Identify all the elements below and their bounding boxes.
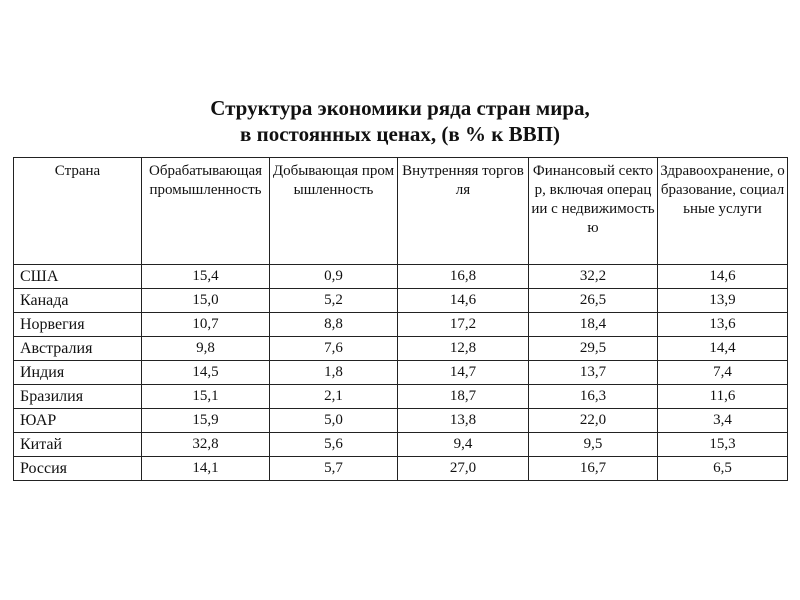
table-row	[14, 337, 788, 361]
country-cell: Китай	[14, 433, 142, 457]
header-domestic-trade: Внутренняя торговля	[398, 158, 529, 265]
table-row	[14, 265, 788, 289]
value-cell: 18,4	[529, 313, 658, 337]
country-cell: Австралия	[14, 337, 142, 361]
value-cell: 14,5	[142, 361, 270, 385]
table-row	[14, 289, 788, 313]
value-cell: 22,0	[529, 409, 658, 433]
country-cell: Норвегия	[14, 313, 142, 337]
table-row	[14, 361, 788, 385]
value-cell: 13,8	[398, 409, 529, 433]
value-cell: 15,3	[658, 433, 788, 457]
value-cell: 15,0	[142, 289, 270, 313]
country-cell: Канада	[14, 289, 142, 313]
header-mining: Добывающая промышленность	[270, 158, 398, 265]
value-cell: 7,4	[658, 361, 788, 385]
value-cell: 17,2	[398, 313, 529, 337]
value-cell: 11,6	[658, 385, 788, 409]
value-cell: 5,7	[270, 457, 398, 481]
value-cell: 29,5	[529, 337, 658, 361]
table-row	[14, 433, 788, 457]
title-line-1: Структура экономики ряда стран мира,	[210, 96, 590, 120]
country-cell: ЮАР	[14, 409, 142, 433]
country-cell: Россия	[14, 457, 142, 481]
value-cell: 14,6	[658, 265, 788, 289]
table-row	[14, 457, 788, 481]
value-cell: 14,1	[142, 457, 270, 481]
header-manufacturing: Обрабатывающая промышленность	[142, 158, 270, 265]
header-financial-sector: Финансовый сектор, включая операции с недвижимостью	[529, 158, 658, 265]
country-cell: Бразилия	[14, 385, 142, 409]
value-cell: 14,7	[398, 361, 529, 385]
value-cell: 2,1	[270, 385, 398, 409]
value-cell: 9,8	[142, 337, 270, 361]
value-cell: 12,8	[398, 337, 529, 361]
value-cell: 9,5	[529, 433, 658, 457]
value-cell: 3,4	[658, 409, 788, 433]
value-cell: 13,7	[529, 361, 658, 385]
table-row	[14, 313, 788, 337]
economy-structure-table	[13, 157, 788, 481]
title-line-2: в постоянных ценах, (в % к ВВП)	[240, 122, 560, 146]
value-cell: 14,6	[398, 289, 529, 313]
value-cell: 1,8	[270, 361, 398, 385]
value-cell: 16,8	[398, 265, 529, 289]
value-cell: 5,6	[270, 433, 398, 457]
value-cell: 13,9	[658, 289, 788, 313]
value-cell: 32,2	[529, 265, 658, 289]
value-cell: 14,4	[658, 337, 788, 361]
country-cell: США	[14, 265, 142, 289]
document-title	[0, 95, 800, 147]
value-cell: 13,6	[658, 313, 788, 337]
value-cell: 16,3	[529, 385, 658, 409]
table-row	[14, 385, 788, 409]
value-cell: 16,7	[529, 457, 658, 481]
country-cell: Индия	[14, 361, 142, 385]
value-cell: 5,2	[270, 289, 398, 313]
header-social-services: Здравоохранение, образование, социальные услуги	[658, 158, 788, 265]
value-cell: 6,5	[658, 457, 788, 481]
value-cell: 15,9	[142, 409, 270, 433]
value-cell: 5,0	[270, 409, 398, 433]
value-cell: 26,5	[529, 289, 658, 313]
value-cell: 15,1	[142, 385, 270, 409]
header-country: Страна	[14, 158, 142, 265]
table-row	[14, 409, 788, 433]
value-cell: 10,7	[142, 313, 270, 337]
value-cell: 18,7	[398, 385, 529, 409]
table-header-row	[14, 158, 788, 265]
value-cell: 0,9	[270, 265, 398, 289]
value-cell: 32,8	[142, 433, 270, 457]
value-cell: 7,6	[270, 337, 398, 361]
value-cell: 8,8	[270, 313, 398, 337]
value-cell: 15,4	[142, 265, 270, 289]
value-cell: 9,4	[398, 433, 529, 457]
value-cell: 27,0	[398, 457, 529, 481]
